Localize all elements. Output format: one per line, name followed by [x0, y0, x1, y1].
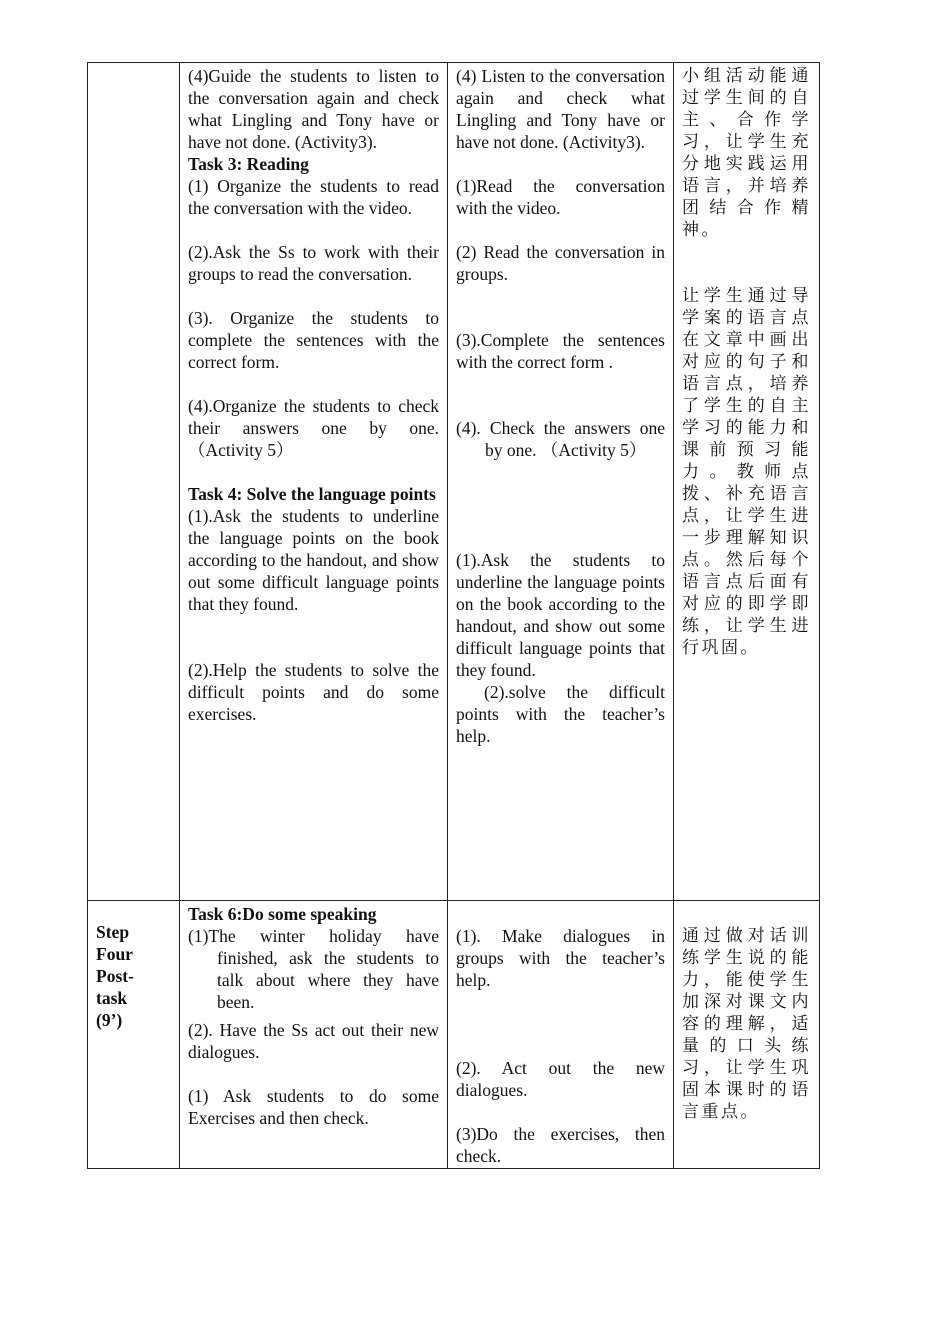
teacher-text: (1) Ask students to do some Exercises and then check. — [188, 1086, 439, 1128]
task-heading: Task 6:Do some speaking — [188, 904, 377, 924]
teacher-text: (1)The winter holiday have finished, ask the students to talk about where they have been. — [188, 926, 439, 1012]
step-label-line: Post- — [96, 966, 134, 986]
task-heading: Task 4: Solve the language points — [188, 484, 436, 504]
purpose-cell — [674, 63, 820, 901]
step-label-line: task — [96, 988, 128, 1008]
student-text: (1)Read the conversation with the video. — [456, 176, 665, 218]
step-label-line: Four — [96, 944, 133, 964]
purpose-cell — [674, 901, 820, 1169]
lesson-plan-table — [87, 62, 820, 1169]
task-heading: Task 3: Reading — [188, 154, 309, 174]
purpose-text: 通过做对话训练学生说的能力，能使学生加深对课文内容的理解，适量的口头练习，让学生巩固本课时的语言重点。 — [682, 926, 811, 1122]
student-text: (3).Complete the sentences with the correct form . — [456, 330, 665, 372]
step-label — [96, 921, 171, 1031]
table-row — [88, 901, 820, 1169]
teacher-text: (2). Have the Ss act out their new dialogues. — [188, 1020, 439, 1062]
teacher-text: (4)Guide the students to listen to the conversation again and check what Lingling and Tony have or have not done. (Activity3). — [188, 66, 439, 152]
purpose-text: 让学生通过导学案的语言点在文章中画出对应的句子和语言点，培养了学生的自主学习的能力和课前预习能力。教师点拨、补充语言点，让学生进一步理解知识点。然后每个语言点后面有对应的即学即练，让学生进行巩固。 — [682, 286, 811, 658]
teacher-text: (2).Help the students to solve the difficult points and do some exercises. — [188, 660, 439, 724]
teacher-text: (4).Organize the students to check their answers one by one.（Activity 5） — [188, 396, 439, 460]
table-row — [88, 63, 820, 901]
student-text: (2) Read the conversation in groups. — [456, 242, 665, 284]
student-text: (4). Check the answers one by one. （Activity 5） — [456, 418, 665, 460]
step-cell — [88, 901, 180, 1169]
teacher-text: (3). Organize the students to complete the sentences with the correct form. — [188, 308, 439, 372]
student-activity-cell — [448, 63, 674, 901]
student-text: (1).Ask the students to underline the language points on the book according to the handout, and show out some difficult language points that they found. — [456, 550, 665, 680]
teacher-activity-cell — [180, 901, 448, 1169]
step-label-line: Step — [96, 922, 130, 942]
student-text: (4) Listen to the conversation again and check what Lingling and Tony have or have not done. (Activity3). — [456, 66, 665, 152]
teacher-activity-cell — [180, 63, 448, 901]
purpose-text: 小组活动能通过学生间的自主、合作学习，让学生充分地实践运用语言，并培养团结合作精神。 — [682, 66, 811, 240]
step-cell — [88, 63, 180, 901]
student-text: (1). Make dialogues in groups with the teacher’s help. — [456, 926, 665, 990]
student-text: (3)Do the exercises, then check. — [456, 1124, 665, 1166]
teacher-text: (1) Organize the students to read the conversation with the video. — [188, 176, 439, 218]
teacher-text: (1).Ask the students to underline the language points on the book according to the handout, and show out some difficult language points that they found. — [188, 506, 439, 614]
student-activity-cell — [448, 901, 674, 1169]
step-label-line: (9’) — [96, 1010, 123, 1030]
teacher-text: (2).Ask the Ss to work with their groups to read the conversation. — [188, 242, 439, 284]
student-text: (2).solve the difficult points with the teacher’s help. — [456, 682, 665, 746]
student-text: (2). Act out the new dialogues. — [456, 1058, 665, 1100]
